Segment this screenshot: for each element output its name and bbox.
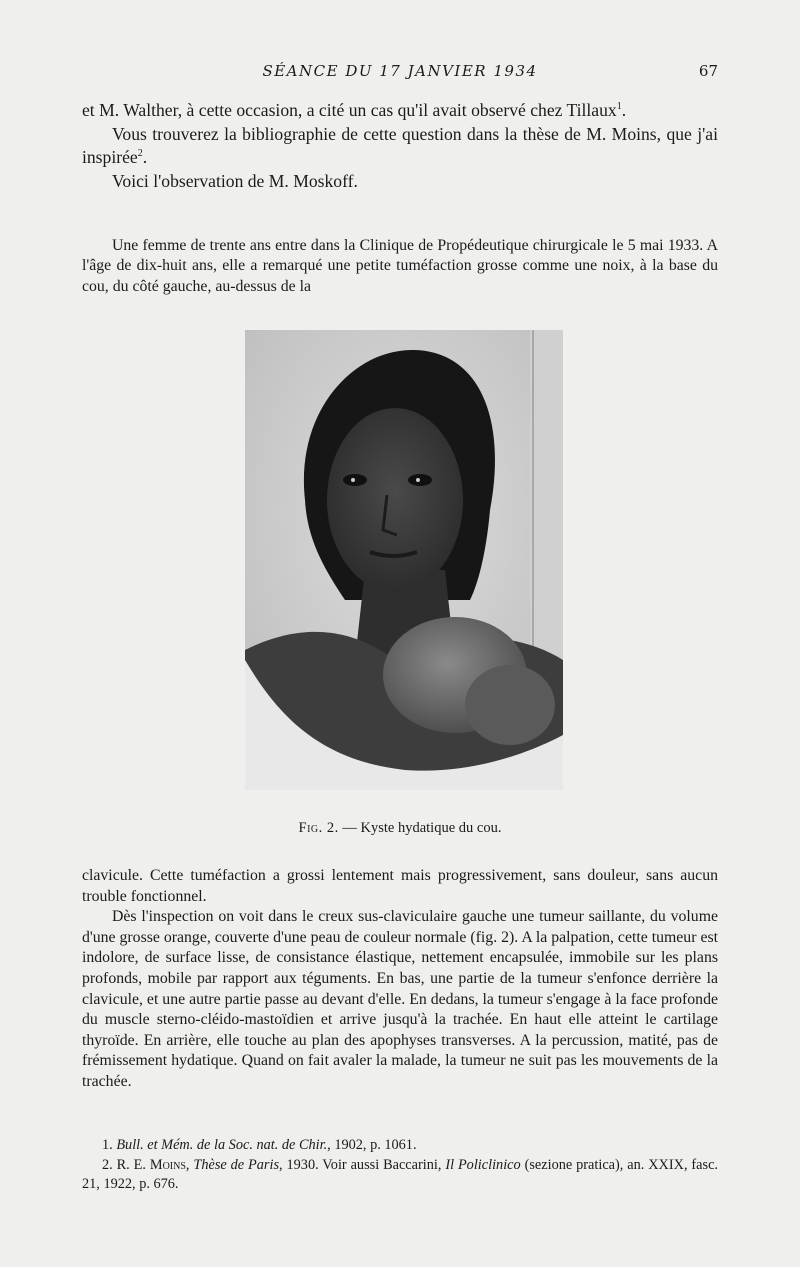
running-title: SÉANCE DU 17 JANVIER 1934 [262,62,538,80]
observation-paragraph-start: Une femme de trente ans entre dans la Clinique de Propédeutique chirurgicale le 5 mai 1933. A l'âge de dix-huit ans, elle a remarqué une petite tuméfaction grosse comme une noix, à la base du cou, du côté gauche, au-dessus de la [82,237,718,295]
footnote-ref-2[interactable]: 2 [137,148,143,160]
figure-label: Fig. 2. [298,820,339,836]
figure-caption-text: Kyste hydatique du cou. [360,820,502,836]
intro-paragraph-2: Vous trouverez la bibliographie de cette question dans la thèse de M. Moins, que j'ai inspirée$^2$. [82,123,718,167]
figure-photo [245,330,563,790]
footnote-2: 2. R. E. Moins, Thèse de Paris, 1930. Voir aussi Baccarini, Il Policlinico (sezione pratica), an. XXIX, fasc. 21, 1922, p. 676. [82,1156,719,1192]
observation-continued [82,866,718,1093]
patient-photograph [245,330,563,790]
observation-start [82,236,718,297]
observation-paragraph-1: clavicule. Cette tuméfaction a grossi lentement mais progressivement, sans douleur, sans aucun trouble fonctionnel. [82,867,718,905]
intro-text [82,99,718,193]
footnote-ref-1[interactable]: 1 [616,101,622,113]
figure-caption: Fig. 2. — Kyste hydatique du cou. [298,820,502,836]
intro-paragraph-1: et M. Walther, à cette occasion, a cité un cas qu'il avait observé chez Tillaux$^1$. [82,100,627,120]
footnote-1: 1. Bull. et Mém. de la Soc. nat. de Chir., 1902, p. 1061. [102,1137,417,1153]
page-number: 67 [698,62,718,80]
running-head [0,62,800,84]
intro-paragraph-3: Voici l'observation de M. Moskoff. [112,170,358,191]
observation-paragraph-2: Dès l'inspection on voit dans le creux sus-claviculaire gauche une tumeur saillante, du volume d'une grosse orange, couverte d'une peau de couleur normale (fig. 2). A la palpation, cette tumeur est indolore, de surface lisse, de consistance élastique, nettement encapsulée, immobile sur les plans profonds, mobile par rapport aux téguments. En bas, une partie de la tumeur s'enfonce derrière la clavicule, et une autre partie passe au devant d'elle. En dedans, la tumeur s'engage à la face profonde du muscle sterno-cléido-mastoïdien et arrive jusqu'à la trachée. En haut elle atteint le cartilage thyroïde. En arrière, elle touche au plan des apophyses transverses. A la percussion, matité, pas de frémissement hydatique. Quand on fait avaler la malade, la tumeur ne suit pas les mouvements de la trachée. [82,908,718,1090]
footnotes [82,1136,718,1195]
